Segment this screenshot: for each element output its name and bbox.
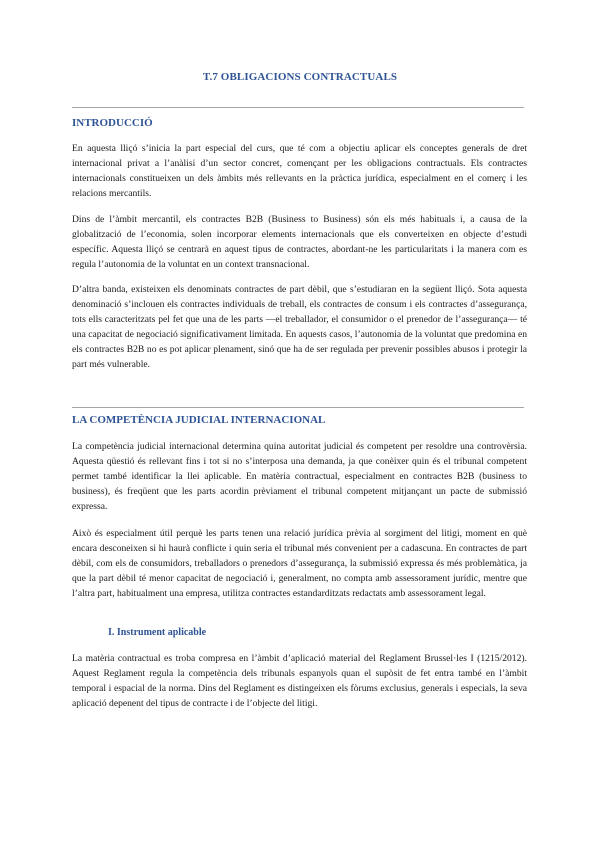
subsection-heading-instrument-aplicable: I. Instrument aplicable	[108, 627, 207, 638]
section-heading-competencia: LA COMPETÈNCIA JUDICIAL INTERNACIONAL	[72, 414, 326, 426]
document-title: T.7 OBLIGACIONS CONTRACTUALS	[202, 71, 398, 83]
paragraph: La matèria contractual es troba compresa en l’àmbit d’aplicació material del Reglament Brussel·les I (1215/2012). Aquest Reglament regula la competència dels tribunals espanyols quan el supòsit de fet entra també en l’àmbit temporal i espacial de la norma. Dins del Reglament es distingeixen els fòrums exclusius, generals i especials, la seva aplicació depenent del tipus de contracte i de l’objecte del litigi.	[72, 653, 527, 709]
divider	[72, 107, 524, 108]
paragraph: En aquesta lliçó s’inicia la part especial del curs, que té com a objectiu aplicar els conceptes generals de dret internacional privat a l’anàlisi d’un sector concret, començant per les obligacions contractuals. Els contractes internacionals constitueixen un dels àmbits més rellevants en la pràctica jurídica, especialment en el comerç i les relacions mercantils.	[72, 143, 527, 199]
divider	[72, 407, 524, 408]
paragraph: Això és especialment útil perquè les parts tenen una relació jurídica prèvia al sorgiment del litigi, moment en què encara desconeixen si hi haurà conflicte i quin seria el tribunal més convenient per a cadascuna. En contractes de part dèbil, com els de consumidors, treballadors o prenedors d’assegurança, la submissió expressa és més problemàtica, ja que la part dèbil té menor capacitat de negociació i, generalment, no compta amb assessorament jurídic, mentre que l’altra part, habitualment una empresa, utilitza contractes estandarditzats redactats amb assessorament legal.	[72, 528, 527, 599]
section-heading-introduccio: INTRODUCCIÓ	[72, 117, 153, 129]
paragraph: D’altra banda, existeixen els denominats contractes de part dèbil, que s’estudiaran en la següent lliçó. Sota aquesta denominació s’inclouen els contractes individuals de treball, els contractes de consum i els contractes d’assegurança, tots ells caracteritzats pel fet que una de les parts —el treballador, el consumidor o el prenedor de l’assegurança— té una capacitat de negociació significativament limitada. En aquests casos, l’autonomia de la voluntat que predomina en els contractes B2B no es pot aplicar plenament, sinó que ha de ser regulada per prevenir possibles abusos i protegir la part més vulnerable.	[72, 284, 527, 370]
paragraph: La competència judicial internacional determina quina autoritat judicial és competent per resoldre una controvèrsia. Aquesta qüestió és rellevant fins i tot si no s’interposa una demanda, ja que conèixer quin és el tribunal competent permet també identificar la llei aplicable. En matèria contractual, especialment en contractes B2B (business to business), és freqüent que les parts acordin prèviament el tribunal competent mitjançant un pacte de submissió expressa.	[72, 441, 527, 512]
paragraph: Dins de l’àmbit mercantil, els contractes B2B (Business to Business) són els més habituals i, a causa de la globalització de l’economia, solen incorporar elements internacionals que els converteixen en objecte d’estudi específic. Aquesta lliçó se centrarà en aquest tipus de contractes, abordant-ne les particularitats i la manera com es regula l’autonomia de la voluntat en un context transnacional.	[72, 214, 527, 270]
